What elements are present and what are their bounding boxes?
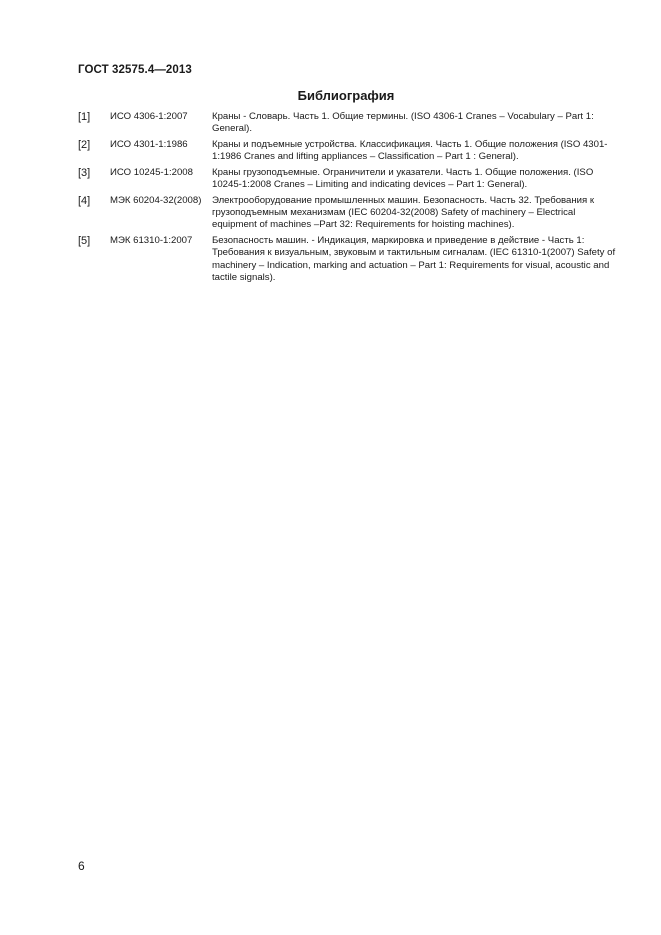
bibliography-entry — [78, 235, 618, 284]
bibliography-entry — [78, 195, 618, 232]
entry-number: [4] — [78, 195, 91, 207]
entry-number: [1] — [78, 111, 91, 123]
entry-standard-code: МЭК 60204-32(2008) — [110, 195, 202, 206]
entry-standard-code: ИСО 4301-1:1986 — [110, 139, 188, 150]
entry-description: Краны - Словарь. Часть 1. Общие термины. (ISO 4306-1 Cranes – Vocabulary – Part 1: General). — [212, 111, 594, 135]
entry-number: [5] — [78, 235, 91, 248]
entry-standard-code: ИСО 10245-1:2008 — [110, 167, 193, 178]
document-id: ГОСТ 32575.4—2013 — [78, 64, 192, 76]
entry-description: Краны и подъемные устройства. Классификация. Часть 1. Общие положения (ISO 4301-1:1986 Cranes and lifting appliances – Classification – Part 1 : General). — [212, 139, 608, 163]
entry-number: [2] — [78, 139, 91, 151]
entry-standard-code: МЭК 61310-1:2007 — [110, 235, 193, 247]
section-title: Библиография — [297, 88, 395, 103]
entry-number: [3] — [78, 167, 91, 179]
bibliography-list — [78, 111, 618, 288]
bibliography-entry — [78, 139, 618, 163]
page-number: 6 — [78, 859, 85, 873]
bibliography-entry — [78, 111, 618, 135]
bibliography-entry — [78, 167, 618, 191]
entry-description: Безопасность машин. - Индикация, маркировка и приведение в действие - Часть 1: Требования к визуальным, звуковым и тактильным сигналам. (IEC 61310-1(2007) Safety of machinery – Indication, marking and actuation – Part 1: Requirements for visual, acoustic and tactile signals). — [212, 235, 616, 283]
entry-description: Электрооборудование промышленных машин. Безопасность. Часть 32. Требования к грузоподъемным механизмам (IEC 60204-32(2008) Safety of machinery – Electrical equipment of machines –Part 32: Requirements for hoisting machines). — [212, 195, 595, 231]
entry-standard-code: ИСО 4306-1:2007 — [110, 111, 188, 122]
entry-description: Краны грузоподъемные. Ограничители и указатели. Часть 1. Общие положения. (ISO 10245-1:2008 Cranes – Limiting and indicating devices – Part 1: General). — [212, 167, 594, 191]
